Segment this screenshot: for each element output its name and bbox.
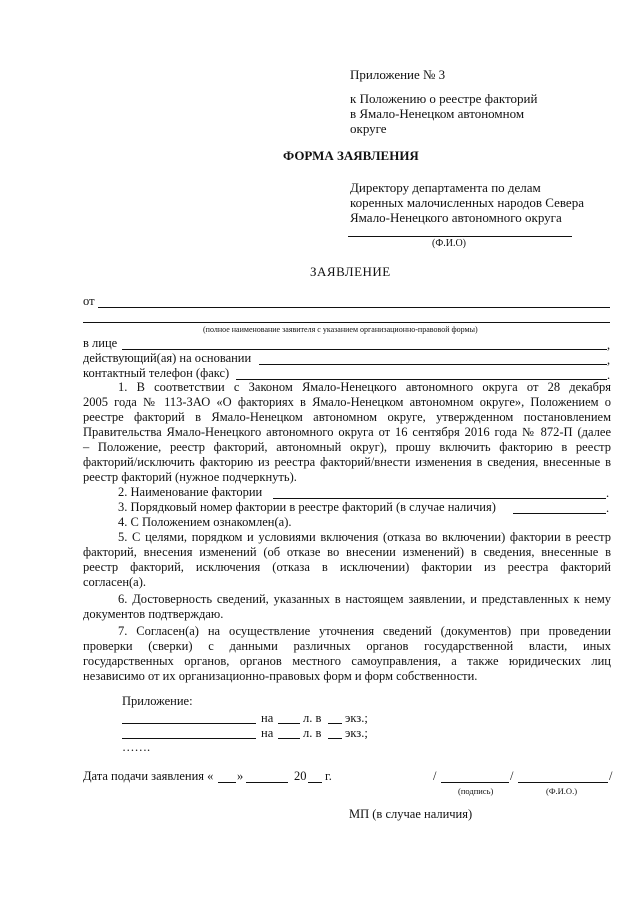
signature-slash-2: /: [510, 769, 514, 783]
statement-title: ЗАЯВЛЕНИЕ: [310, 264, 391, 279]
p7-line-3: государственных органов, органов местного самоуправления, а также юридических лиц: [83, 654, 611, 668]
p6-line-2: документов подтверждаю.: [83, 607, 224, 621]
p1-line-5: – Положение, реестр факторий, автономный округ), прошу включить факторию в реестр: [83, 440, 611, 454]
attachments-ellipsis: …….: [122, 740, 151, 754]
date-label: Дата подачи заявления «: [83, 769, 214, 783]
p6-line-1: 6. Достоверность сведений, указанных в настоящем заявлении, и представленных к нему: [118, 592, 611, 606]
p5-line-4: согласен(а).: [83, 575, 147, 589]
from-input-line-2[interactable]: [83, 322, 610, 323]
person-comma: ,: [607, 338, 611, 352]
appendix-line-1: к Положению о реестре факторий: [350, 91, 538, 106]
attachment-name-line[interactable]: [122, 723, 256, 724]
p1-line-7: реестр факторий (нужное подчеркнуть).: [83, 470, 297, 484]
attachment-sheets-label: л. в: [303, 711, 322, 725]
factory-name-line[interactable]: [273, 498, 606, 499]
addressee-fio-line[interactable]: [348, 236, 572, 237]
attachments-label: Приложение:: [122, 694, 193, 708]
p1-line-6: факторий/исключить факторию из реестра факторий/внести изменения в сведения, внесенные в: [83, 455, 611, 469]
addressee-line-3: Ямало-Ненецкого автономного округа: [350, 210, 562, 225]
appendix-line-3: округе: [350, 121, 387, 136]
acting-comma: ,: [607, 353, 611, 367]
p7-line-4: независимо от их организационно-правовых форм и форм собственности.: [83, 669, 478, 683]
appendix-line-2: в Ямало-Ненецком автономном: [350, 106, 525, 121]
register-number-line[interactable]: [513, 513, 606, 514]
p3-text: 3. Порядковый номер фактории в реестре факторий (в случае наличия): [118, 500, 496, 514]
applicant-caption: (полное наименование заявителя с указанием организационно-правовой формы): [203, 325, 478, 334]
p1-line-4: Правительства Ямало-Ненецкого автономного округа от 16 сентября 2016 года № 872-П (далее: [83, 425, 611, 439]
attachment-copies-label: экз.;: [345, 711, 368, 725]
attachment-sheets-label: л. в: [303, 726, 322, 740]
attachment-sheets-line[interactable]: [278, 738, 300, 739]
p7-line-2: проверки (сверки) с данными различных органов государственной власти, иных: [83, 639, 611, 653]
p5-line-1: 5. С целями, порядком и условиями включения (отказа во включении) фактории в реестр: [118, 530, 611, 544]
signature-slash-1: /: [433, 769, 437, 783]
attachment-on-label: на: [261, 726, 274, 740]
from-input-line[interactable]: [98, 307, 610, 308]
attachment-copies-label: экз.;: [345, 726, 368, 740]
attachment-name-line[interactable]: [122, 738, 256, 739]
signature-slash-3: /: [609, 769, 613, 783]
p4-text: 4. С Положением ознакомлен(а).: [118, 515, 292, 529]
signature-line[interactable]: [441, 782, 509, 783]
acting-input-line[interactable]: [259, 364, 607, 365]
attachment-sheets-line[interactable]: [278, 723, 300, 724]
date-quote-close: »: [237, 769, 244, 783]
phone-label: контактный телефон (факс): [83, 366, 230, 380]
attachment-on-label: на: [261, 711, 274, 725]
date-day-line[interactable]: [218, 782, 236, 783]
p5-line-3: реестр факторий, исключения (отказа в исключении) фактории из реестра факторий: [83, 560, 611, 574]
p1-line-1: 1. В соответствии с Законом Ямало-Ненецкого автономного округа от 28 декабря: [118, 380, 611, 394]
attachment-copies-line[interactable]: [328, 723, 342, 724]
date-year-line[interactable]: [308, 782, 322, 783]
signature-fio-caption: (Ф.И.О.): [546, 786, 578, 796]
p2-text: 2. Наименование фактории: [118, 485, 263, 499]
date-year-suffix: г.: [325, 769, 332, 783]
person-input-line[interactable]: [122, 349, 607, 350]
appendix-number: Приложение № 3: [350, 67, 446, 82]
from-label: от: [83, 294, 95, 308]
signature-fio-line[interactable]: [518, 782, 608, 783]
p7-line-1: 7. Согласен(а) на осуществление уточнения сведений (документов) при проведении: [118, 624, 611, 638]
stamp-label: МП (в случае наличия): [349, 807, 473, 821]
phone-period: .: [607, 368, 611, 382]
date-year-prefix: 20: [294, 769, 307, 783]
attachment-copies-line[interactable]: [328, 738, 342, 739]
p1-line-3: реестре факторий в Ямало-Ненецком автономном округе, утвержденном постановлением: [83, 410, 611, 424]
addressee-line-2: коренных малочисленных народов Севера: [350, 195, 584, 210]
signature-caption: (подпись): [458, 786, 494, 796]
form-title: ФОРМА ЗАЯВЛЕНИЯ: [283, 148, 419, 163]
addressee-line-1: Директору департамента по делам: [350, 180, 541, 195]
p2-period: .: [606, 486, 610, 500]
p3-period: .: [606, 501, 610, 515]
addressee-fio-caption: (Ф.И.О): [432, 238, 467, 249]
date-month-line[interactable]: [246, 782, 288, 783]
person-label: в лице: [83, 336, 118, 350]
p1-line-2: 2005 года № 113-ЗАО «О факториях в Ямало-Ненецком автономном округе», Положением о: [83, 395, 611, 409]
acting-label: действующий(ая) на основании: [83, 351, 252, 365]
p5-line-2: факторий, внесения изменений (об отказе во внесении изменений) в сведения, внесенные в: [83, 545, 611, 559]
